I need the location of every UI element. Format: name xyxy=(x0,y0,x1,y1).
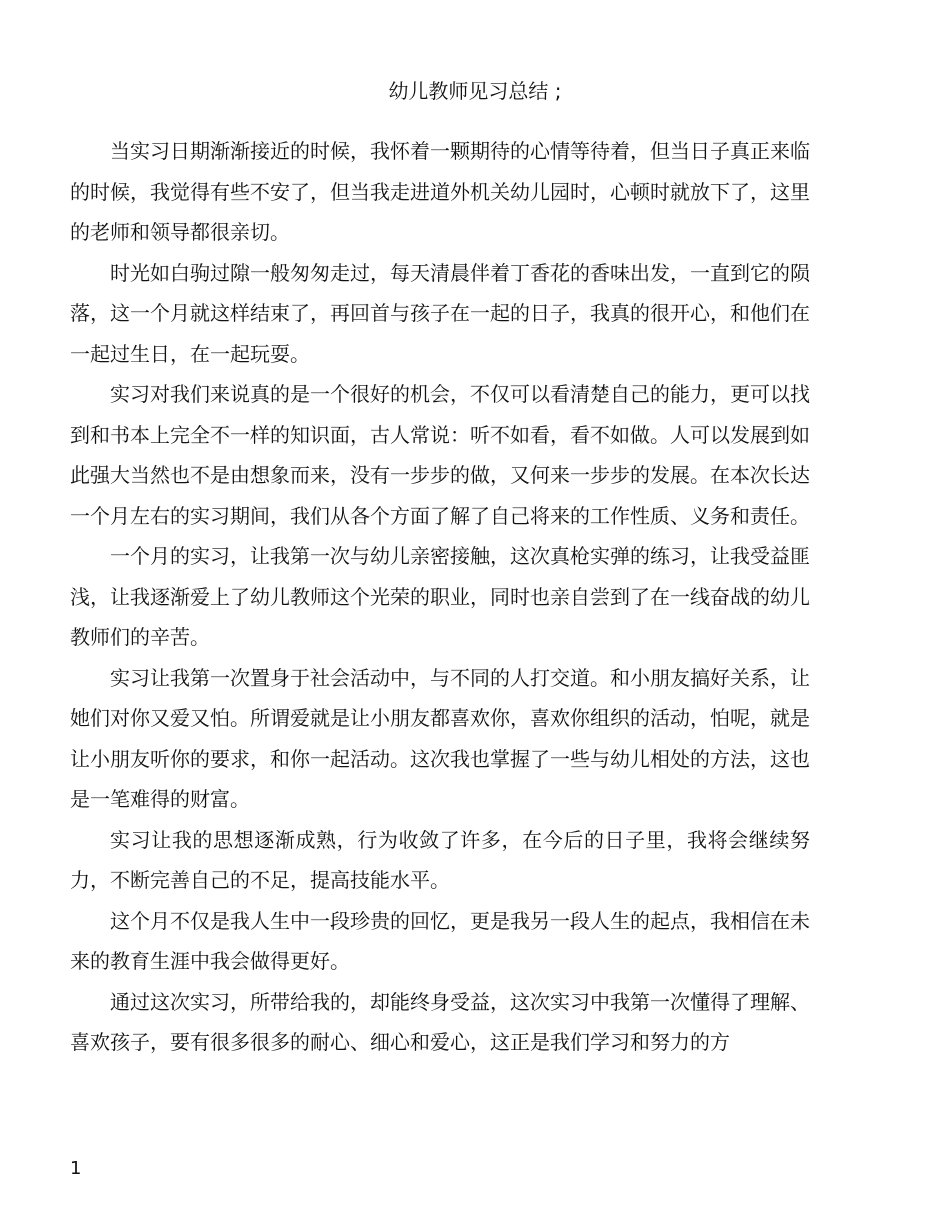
page-number: 1 xyxy=(70,1158,82,1179)
paragraph-6: 实习让我的思想逐渐成熟，行为收敛了许多，在今后的日子里，我将会继续努力，不断完善自己的不足，提高技能水平。 xyxy=(70,827,810,892)
paragraph-7: 这个月不仅是我人生中一段珍贵的回忆，更是我另一段人生的起点，我相信在未来的教育生涯中我会做得更好。 xyxy=(70,908,810,973)
paragraph-8: 通过这次实习，所带给我的，却能终身受益，这次实习中我第一次懂得了理解、喜欢孩子，要有很多很多的耐心、细心和爱心，这正是我们学习和努力的方 xyxy=(70,989,810,1054)
document-title: 幼儿教师见习总结 ; xyxy=(388,79,562,103)
paragraph-4: 一个月的实习，让我第一次与幼儿亲密接触，这次真枪实弹的练习，让我受益匪浅，让我逐渐爱上了幼儿教师这个光荣的职业，同时也亲自尝到了在一线奋战的幼儿教师们的辛苦。 xyxy=(70,544,810,649)
paragraph-2: 时光如白驹过隙一般匆匆走过，每天清晨伴着丁香花的香味出发，一直到它的陨落，这一个月就这样结束了，再回首与孩子在一起的日子，我真的很开心，和他们在一起过生日，在一起玩耍。 xyxy=(70,260,810,366)
paragraph-1: 当实习日期渐渐接近的时候，我怀着一颗期待的心情等待着，但当日子真正来临的时候，我觉得有些不安了，但当我走进道外机关幼儿园时，心顿时就放下了，这里的老师和领导都很亲切。 xyxy=(70,139,810,244)
document-body xyxy=(70,131,810,1063)
paragraph-5: 实习让我第一次置身于社会活动中，与不同的人打交道。和小朋友搞好关系，让她们对你又爱又怕。所谓爱就是让小朋友都喜欢你，喜欢你组织的活动，怕呢，就是让小朋友听你的要求，和你一起活动。这次我也掌握了一些与幼儿相处的方法，这也是一笔难得的财富。 xyxy=(70,665,810,811)
paragraph-3: 实习对我们来说真的是一个很好的机会，不仅可以看清楚自己的能力，更可以找到和书本上完全不一样的知识面，古人常说：听不如看，看不如做。人可以发展到如此强大当然也不是由想象而来，没有一步步的做，又何来一步步的发展。在本次长达一个月左右的实习期间，我们从各个方面了解了自己将来的工作性质、义务和责任。 xyxy=(70,382,810,528)
